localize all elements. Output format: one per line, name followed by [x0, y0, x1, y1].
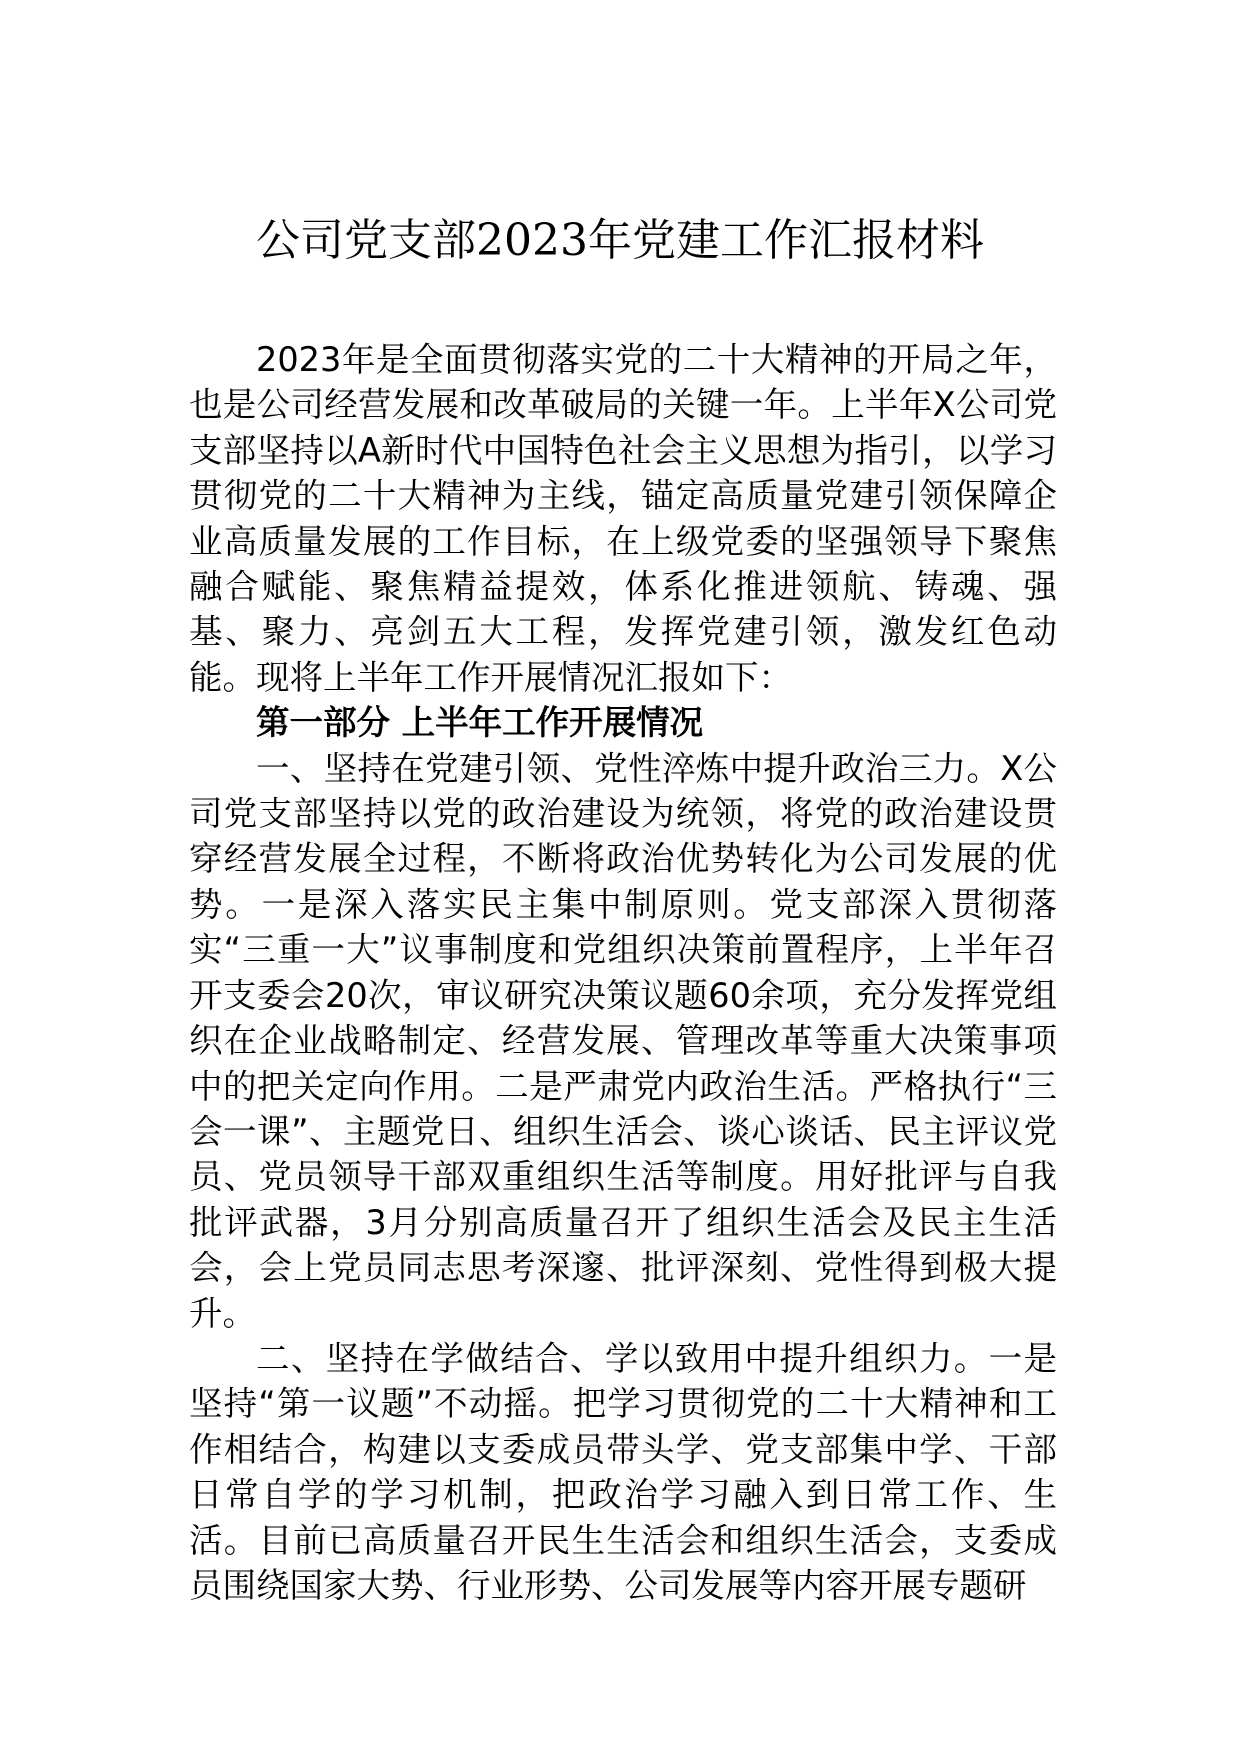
- intro-paragraph: 2023年是全面贯彻落实党的二十大精神的开局之年，也是公司经营发展和改革破局的关键一年。上半年X公司党支部坚持以A新时代中国特色社会主义思想为指引，以学习贯彻党的二十大精神为主线，锚定高质量党建引领保障企业高质量发展的工作目标，在上级党委的坚强领导下聚焦融合赋能、聚焦精益提效，体系化推进领航、铸魂、强基、聚力、亮剑五大工程，发挥党建引领，激发红色动能。现将上半年工作开展情况汇报如下：: [189, 340, 1057, 697]
- section-two-paragraph: 二、坚持在学做结合、学以致用中提升组织力。一是坚持“第一议题”不动摇。把学习贯彻党的二十大精神和工作相结合，构建以支委成员带头学、党支部集中学、干部日常自学的学习机制，把政治学习融入到日常工作、生活。目前已高质量召开民生生活会和组织生活会，支委成员围绕国家大势、行业形势、公司发展等内容开展专题研: [189, 1338, 1057, 1605]
- document-body: [189, 337, 1057, 1608]
- section-one-paragraph: 一、坚持在党建引领、党性淬炼中提升政治三力。X公司党支部坚持以党的政治建设为统领，将党的政治建设贯穿经营发展全过程，不断将政治优势转化为公司发展的优势。一是深入落实民主集中制原则。党支部深入贯彻落实“三重一大”议事制度和党组织决策前置程序，上半年召开支委会20次，审议研究决策议题60余项，充分发挥党组织在企业战略制定、经营发展、管理改革等重大决策事项中的把关定向作用。二是严肃党内政治生活。严格执行“三会一课”、主题党日、组织生活会、谈心谈话、民主评议党员、党员领导干部双重组织生活等制度。用好批评与自我批评武器，3月分别高质量召开了组织生活会及民主生活会，会上党员同志思考深邃、批评深刻、党性得到极大提升。: [189, 748, 1057, 1333]
- document-title: 公司党支部2023年党建工作汇报材料: [256, 215, 984, 266]
- part-one-heading: 第一部分 上半年工作开展情况: [256, 703, 704, 743]
